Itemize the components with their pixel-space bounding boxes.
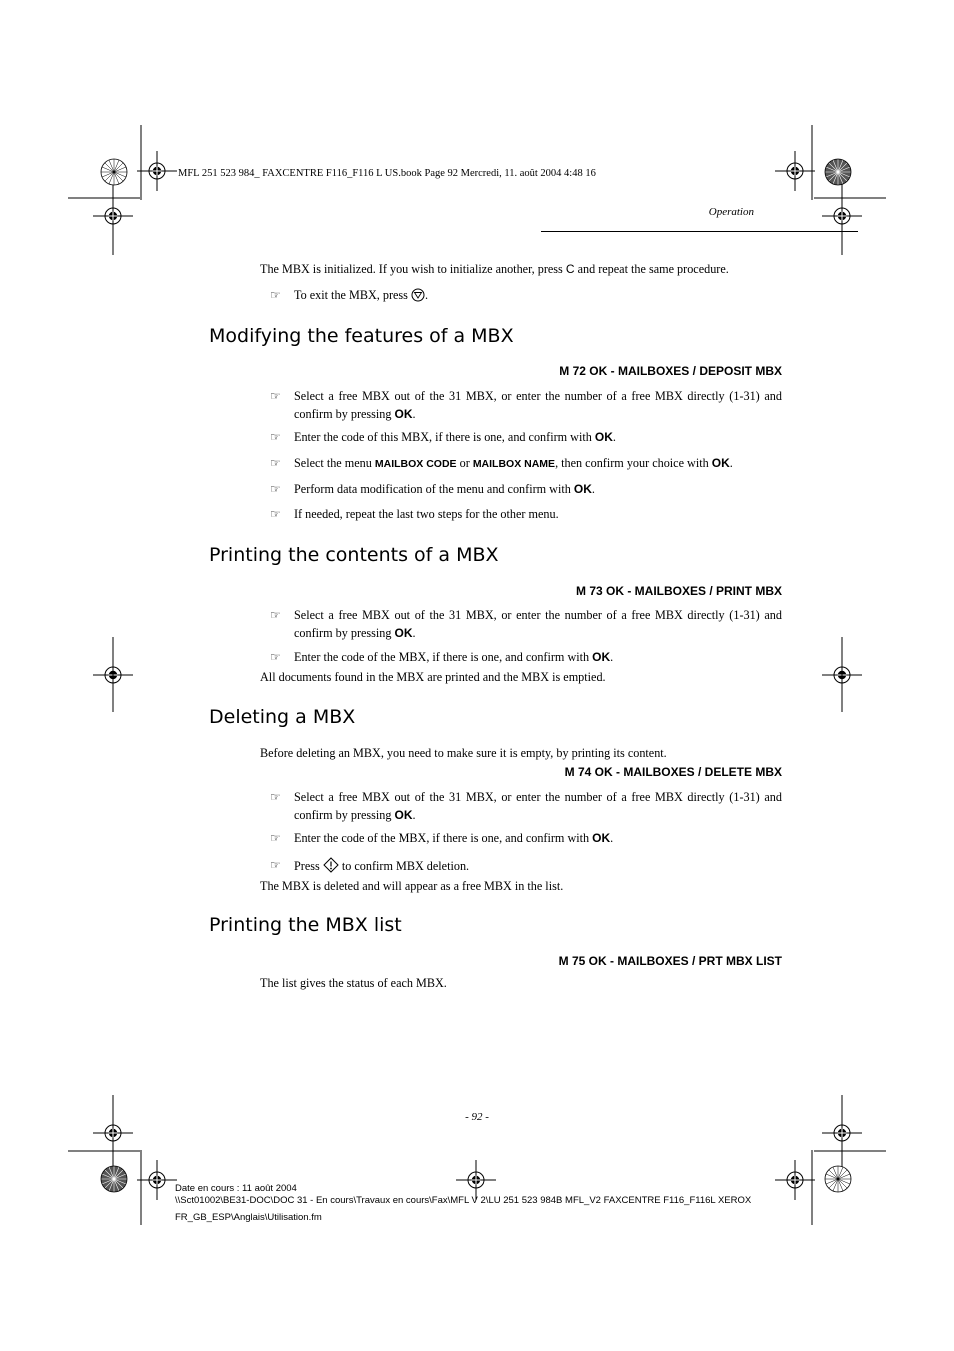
list-item: ☞ Enter the code of the MBX, if there is one, and confirm with OK. bbox=[270, 830, 782, 848]
list-item: ☞ Select the menu MAILBOX CODE or MAILBOX NAME, then confirm your choice with OK. bbox=[270, 455, 782, 474]
list-item: ☞ Select a free MBX out of the 31 MBX, or enter the number of a free MBX directly (1-31) and confirm by pressing OK. bbox=[270, 789, 782, 824]
section-title-modifying: Modifying the features of a MBX bbox=[209, 325, 514, 347]
footer-file: FR_GB_ESP\Anglais\Utilisation.fm bbox=[175, 1212, 322, 1223]
section-title-printing-list: Printing the MBX list bbox=[209, 914, 402, 936]
list-item: ☞ Enter the code of this MBX, if there is one, and confirm with OK. bbox=[270, 429, 782, 447]
footer-date: Date en cours : 11 août 2004 bbox=[175, 1183, 297, 1194]
pointing-hand-icon: ☞ bbox=[270, 389, 281, 403]
list-item: ☞ Press to confirm MBX deletion. bbox=[270, 857, 782, 876]
list-item: ☞ If needed, repeat the last two steps for the other menu. bbox=[270, 506, 782, 524]
menu-path-75: M 75 OK - MAILBOXES / PRT MBX LIST bbox=[558, 954, 782, 968]
pointing-hand-icon: ☞ bbox=[270, 456, 281, 470]
list-item: ☞ Select a free MBX out of the 31 MBX, or enter the number of a free MBX directly (1-31) and confirm by pressing OK. bbox=[270, 388, 782, 423]
section-title-printing-contents: Printing the contents of a MBX bbox=[209, 544, 499, 566]
header-rule bbox=[541, 231, 858, 232]
print-contents-result: All documents found in the MBX are printed and the MBX is emptied. bbox=[260, 670, 606, 684]
footer-path: \\Sct01002\BE31-DOC\DOC 31 - En cours\Travaux en cours\Fax\MFL V 2\LU 251 523 984B MFL_V2 FAXCENTRE F116_F116L XEROX bbox=[175, 1195, 752, 1206]
page-number: - 92 - bbox=[465, 1111, 489, 1123]
pointing-hand-icon: ☞ bbox=[270, 430, 281, 444]
list-item: ☞ Perform data modification of the menu and confirm with OK. bbox=[270, 481, 782, 499]
menu-path-74: M 74 OK - MAILBOXES / DELETE MBX bbox=[564, 765, 782, 779]
stop-key-icon bbox=[411, 288, 425, 302]
delete-result: The MBX is deleted and will appear as a free MBX in the list. bbox=[260, 879, 564, 893]
delete-intro: Before deleting an MBX, you need to make sure it is empty, by printing its content. bbox=[260, 746, 667, 760]
intro-paragraph: The MBX is initialized. If you wish to initialize another, press C and repeat the same procedure. bbox=[260, 262, 729, 276]
running-header-section: Operation bbox=[708, 206, 754, 218]
book-info: MFL 251 523 984_ FAXCENTRE F116_F116 L US.book Page 92 Mercredi, 11. août 2004 4:48 16 bbox=[178, 168, 596, 179]
pointing-hand-icon: ☞ bbox=[270, 790, 281, 804]
pointing-hand-icon: ☞ bbox=[270, 650, 281, 664]
start-key-icon bbox=[323, 857, 339, 873]
menu-path-73: M 73 OK - MAILBOXES / PRINT MBX bbox=[575, 584, 782, 598]
pointing-hand-icon: ☞ bbox=[270, 608, 281, 622]
section-title-deleting: Deleting a MBX bbox=[209, 706, 356, 728]
pointing-hand-icon: ☞ bbox=[270, 858, 281, 872]
pointing-hand-icon: ☞ bbox=[270, 482, 281, 496]
pointing-hand-icon: ☞ bbox=[270, 507, 281, 521]
print-list-text: The list gives the status of each MBX. bbox=[260, 976, 447, 990]
pointing-hand-icon: ☞ bbox=[270, 831, 281, 845]
menu-path-72: M 72 OK - MAILBOXES / DEPOSIT MBX bbox=[559, 364, 782, 378]
key-c: C bbox=[565, 262, 575, 276]
list-item: ☞ To exit the MBX, press . bbox=[270, 287, 782, 305]
list-item: ☞ Enter the code of the MBX, if there is one, and confirm with OK. bbox=[270, 649, 782, 667]
pointing-hand-icon: ☞ bbox=[270, 288, 281, 302]
list-item: ☞ Select a free MBX out of the 31 MBX, or enter the number of a free MBX directly (1-31) and confirm by pressing OK. bbox=[270, 607, 782, 642]
